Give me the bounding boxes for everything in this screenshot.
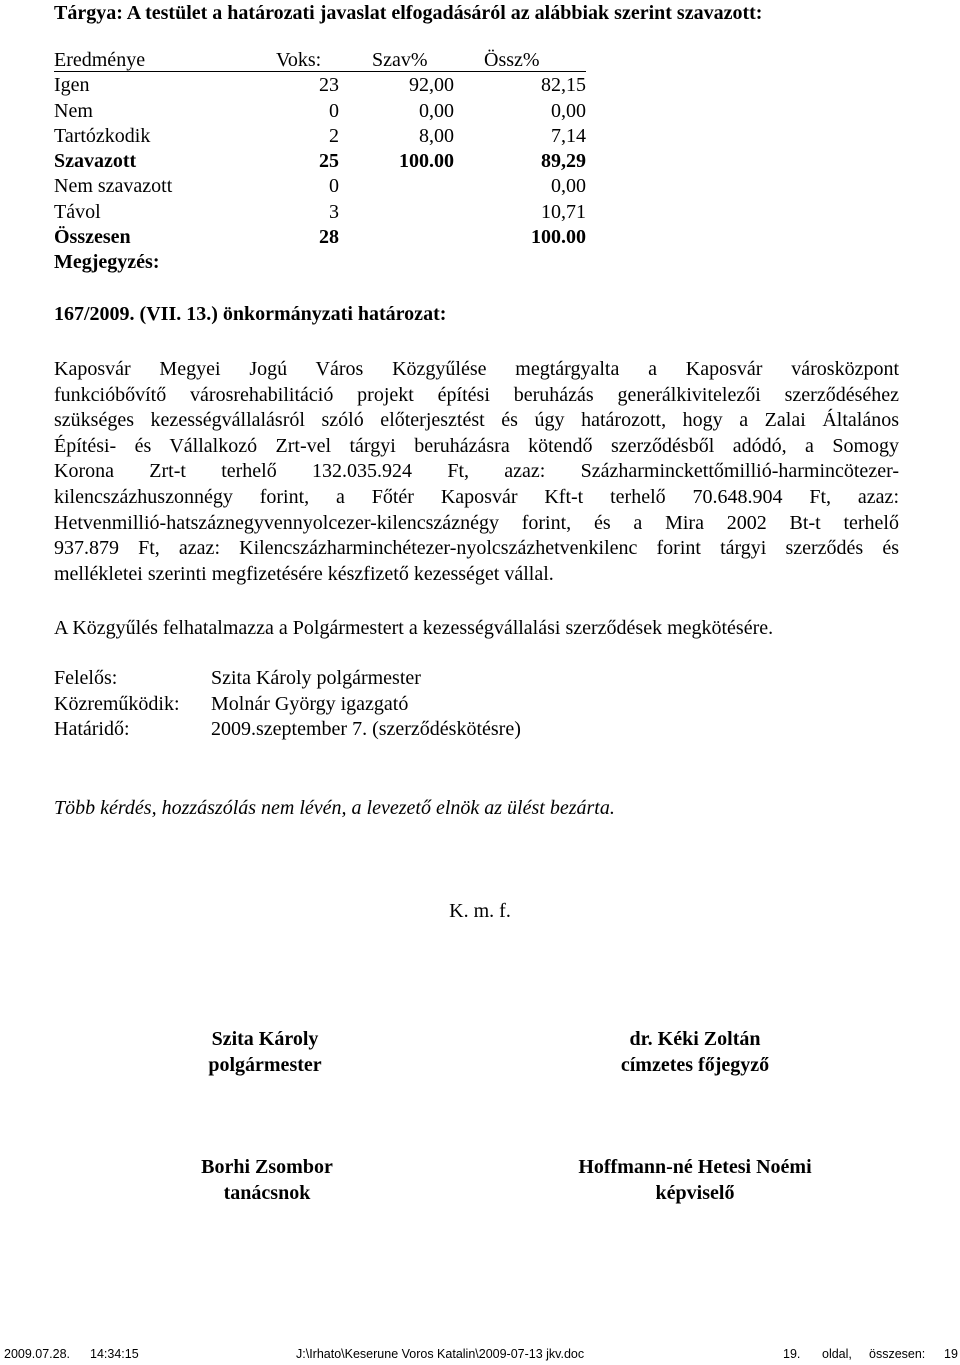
vote-percent: 0,00 (419, 99, 454, 122)
vote-percent: 92,00 (409, 74, 454, 97)
total-percent: 10,71 (541, 200, 586, 223)
vote-row (54, 225, 594, 250)
vote-row (54, 99, 594, 124)
vote-label: Összesen (54, 226, 131, 249)
signature-councillor (117, 1155, 417, 1206)
signature-name: Borhi Zsombor (201, 1156, 333, 1178)
vote-count: 0 (329, 99, 339, 122)
resolution-line: funkcióbővítő városrehabilitáció projekt építési beruházás generálkivitelezői szerződéséhez (54, 383, 899, 406)
resolution-text (54, 357, 899, 587)
signature-name: dr. Kéki Zoltán (629, 1028, 761, 1050)
responsible-label: Felelős: (54, 667, 118, 689)
vote-count: 28 (319, 226, 339, 249)
footer-date: 2009.07.28. (4, 1347, 71, 1361)
vote-label: Nem (54, 99, 93, 122)
deadline-value: 2009.szeptember 7. (szerződéskötésre) (211, 718, 521, 741)
total-percent: 89,29 (541, 150, 586, 173)
total-percent: 0,00 (551, 175, 586, 198)
header-ossz: Össz% (484, 49, 540, 71)
vote-percent: 8,00 (419, 124, 454, 147)
signature-mayor (115, 1027, 415, 1078)
deadline-label: Határidő: (54, 718, 130, 741)
resolution-line: Korona Zrt-t terhelő 132.035.924 Ft, azaz: Százharminckettőmillió-harmincötezer- (54, 460, 899, 483)
footer-path: J:\Irhato\Keserune Voros Katalin\2009-07-13 jkv.doc (296, 1347, 585, 1361)
resolution-line: Hetvenmillió-hatszáznegyvennyolcezer-kilencszáznégy forint, és a Mira 2002 Bt-t terhelő (54, 511, 899, 534)
resolution-line: Kaposvár Megyei Jogú Város Közgyűlése megtárgyalta a Kaposvár városközpont (54, 358, 899, 380)
vote-row (54, 124, 594, 149)
signature-representative (545, 1155, 845, 1206)
contributor-value: Molnár György igazgató (211, 692, 409, 715)
subject-line: Tárgya: A testület a határozati javaslat elfogadásáról az alábbiak szerint szavazott: (54, 2, 763, 24)
authorization-text: A Közgyűlés felhatalmazza a Polgármestert a kezességvállalási szerződések megkötésére. (54, 617, 774, 639)
total-percent: 100.00 (531, 226, 586, 249)
footer-page: 19. (783, 1347, 801, 1361)
header-szav: Szav% (372, 49, 428, 71)
note-label: Megjegyzés: (54, 251, 160, 274)
signature-name: Hoffmann-né Hetesi Noémi (578, 1156, 812, 1178)
vote-row (54, 174, 594, 199)
resolution-line: 937.879 Ft, azaz: Kilencszázharminchétezer-nyolcszázhetvenkilenc forint tárgyi szerződés és (54, 537, 899, 560)
kmf-mark: K. m. f. (449, 900, 511, 922)
vote-label: Szavazott (54, 150, 137, 173)
resolution-line: mellékletei szerinti megfizetésére készfizető kezességet vállal. (54, 562, 554, 585)
signature-title: képviselő (655, 1181, 735, 1204)
footer-page-label: oldal, (822, 1347, 852, 1361)
total-percent: 82,15 (541, 74, 586, 97)
resolution-line: szükséges kezességvállalásról szóló előterjesztést és úgy határozott, hogy a Zalai Általános (54, 409, 899, 432)
vote-percent: 100.00 (399, 150, 454, 173)
footer-total-label: összesen: (869, 1347, 926, 1361)
header-result: Eredménye (54, 49, 146, 71)
vote-row (54, 200, 594, 225)
vote-count: 0 (329, 175, 339, 198)
resolution-line: kilencszázhuszonnégy forint, a Főtér Kaposvár Kft-t terhelő 70.648.904 Ft, azaz: (54, 485, 899, 508)
note-row (54, 250, 594, 275)
vote-count: 2 (329, 124, 339, 147)
resolution-line: Építési- és Vállalkozó Zrt-vel tárgyi beruházásra kötendő szerződésből adódó, a Somogy (54, 434, 899, 457)
vote-label: Tartózkodik (54, 124, 151, 147)
responsible-value: Szita Károly polgármester (211, 667, 421, 689)
vote-table (54, 48, 594, 276)
header-voks: Voks: (276, 49, 322, 71)
footer-time: 14:34:15 (90, 1347, 139, 1361)
signature-name: Szita Károly (211, 1028, 319, 1050)
vote-row (54, 149, 594, 174)
total-percent: 0,00 (551, 99, 586, 122)
vote-row (54, 73, 594, 98)
signature-title: címzetes főjegyző (620, 1053, 770, 1076)
signature-title: polgármester (208, 1053, 322, 1076)
vote-label: Távol (54, 200, 101, 223)
vote-label: Nem szavazott (54, 175, 173, 198)
closing-statement: Több kérdés, hozzászólás nem lévén, a levezető elnök az ülést bezárta. (54, 797, 615, 819)
vote-count: 3 (329, 200, 339, 223)
footer-total: 19 (944, 1347, 958, 1361)
header-underline (54, 71, 586, 72)
signature-title: tanácsnok (223, 1181, 311, 1204)
vote-table-header (54, 48, 594, 73)
contributor-label: Közreműködik: (54, 692, 180, 715)
vote-label: Igen (54, 74, 90, 97)
signature-notary (545, 1027, 845, 1078)
vote-count: 25 (319, 150, 339, 173)
total-percent: 7,14 (551, 124, 586, 147)
vote-count: 23 (319, 74, 339, 97)
resolution-heading: 167/2009. (VII. 13.) önkormányzati határozat: (54, 303, 447, 325)
